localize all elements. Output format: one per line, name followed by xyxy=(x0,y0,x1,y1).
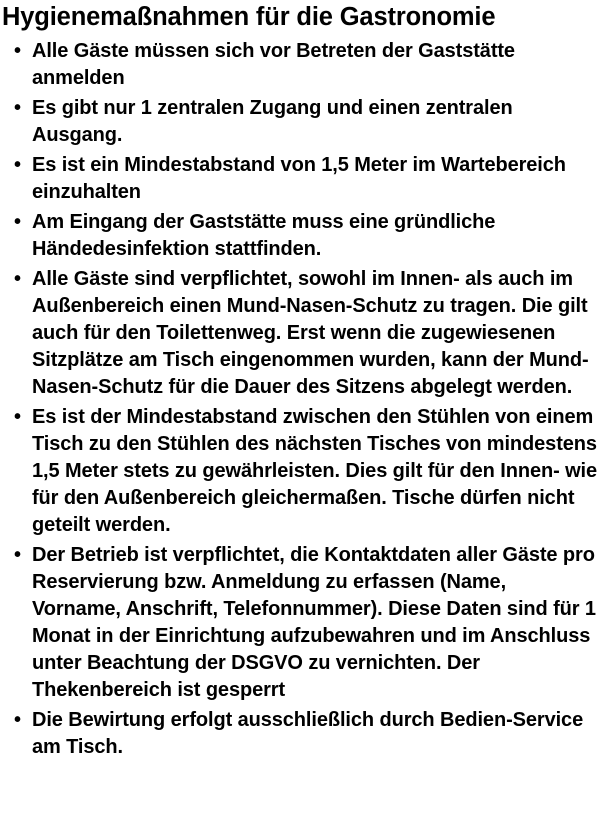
list-item xyxy=(2,266,600,401)
rules-list xyxy=(2,38,600,761)
rule-text: Am Eingang der Gaststätte muss eine gründliche Händedesinfektion stattfinden. xyxy=(32,211,496,260)
list-item xyxy=(2,542,600,704)
bullet-icon: • xyxy=(14,97,21,119)
rule-text: Alle Gäste müssen sich vor Betreten der Gaststätte anmelden xyxy=(32,40,515,89)
bullet-icon: • xyxy=(14,40,21,62)
list-item xyxy=(2,707,600,761)
list-item xyxy=(2,209,600,263)
document-title: Hygienemaßnahmen für die Gastronomie xyxy=(2,3,496,31)
list-item xyxy=(2,152,600,206)
bullet-icon: • xyxy=(14,406,21,428)
bullet-icon: • xyxy=(14,154,21,176)
bullet-icon: • xyxy=(14,709,21,731)
bullet-icon: • xyxy=(14,544,21,566)
list-item xyxy=(2,38,600,92)
rule-text: Es ist ein Mindestabstand von 1,5 Meter im Wartebereich einzuhalten xyxy=(32,154,566,203)
rule-text: Es ist der Mindestabstand zwischen den Stühlen von einem Tisch zu den Stühlen des nächsten Tisches von mindestens 1,5 Meter stets zu gewährleisten. Dies gilt für den Innen- wie für den Außenbereich gleichermaßen. Tische dürfen nicht geteilt werden. xyxy=(32,406,598,536)
rule-text: Alle Gäste sind verpflichtet, sowohl im Innen- als auch im Außenbereich einen Mund-Nasen-Schutz zu tragen. Die gilt auch für den Toilettenweg. Erst wenn die zugewiesenen Sitzplätze am Tisch eingenommen wurden, kann der Mund-Nasen-Schutz für die Dauer des Sitzens abgelegt werden. xyxy=(32,268,589,398)
bullet-icon: • xyxy=(14,268,21,290)
rule-text: Der Betrieb ist verpflichtet, die Kontaktdaten aller Gäste pro Reservierung bzw. Anmeldung zu erfassen (Name, Vorname, Anschrift, Telefonnummer). Diese Daten sind für 1 Monat in der Einrichtung aufzubewahren und im Anschluss unter Beachtung der DSGVO zu vernichten. Der Thekenbereich ist gesperrt xyxy=(32,544,596,701)
list-item xyxy=(2,404,600,539)
list-item xyxy=(2,95,600,149)
bullet-icon: • xyxy=(14,211,21,233)
rule-text: Die Bewirtung erfolgt ausschließlich durch Bedien-Service am Tisch. xyxy=(32,709,584,758)
rule-text: Es gibt nur 1 zentralen Zugang und einen zentralen Ausgang. xyxy=(32,97,513,146)
